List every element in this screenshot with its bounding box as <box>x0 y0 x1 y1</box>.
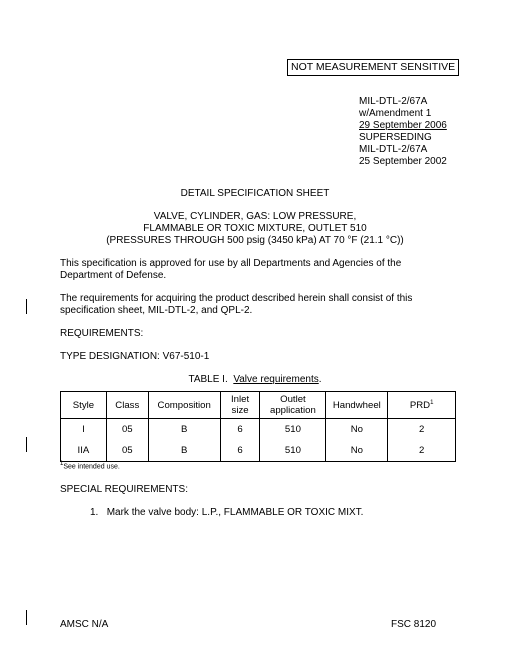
header-handwheel: Handwheel <box>326 392 388 419</box>
type-designation: TYPE DESIGNATION: V67-510-1 <box>60 351 210 362</box>
cell-inlet-size: 6 <box>220 419 260 441</box>
header-style: Style <box>61 392 107 419</box>
header-outlet-application: Outlet application <box>260 392 326 419</box>
footer-fsc: FSC 8120 <box>391 619 437 630</box>
table-row <box>61 440 456 462</box>
subtitle-line: FLAMMABLE OR TOXIC MIXTURE, OUTLET 510 <box>143 223 367 234</box>
table-caption-prefix: TABLE I. <box>188 374 228 385</box>
table-caption-suffix: . <box>318 374 322 385</box>
cell-class: 05 <box>106 419 148 441</box>
footnote-marker: 1 <box>430 400 434 407</box>
cell-handwheel: No <box>326 419 388 441</box>
footnote-text: See intended use. <box>63 463 120 471</box>
requirements-heading: REQUIREMENTS: <box>60 328 144 339</box>
cell-outlet-application: 510 <box>260 419 326 441</box>
acquisition-paragraph: The requirements for acquiring the product described herein shall consist of this specification sheet, MIL-DTL-2, and QPL-2. <box>60 293 413 316</box>
table-footnote <box>60 461 120 470</box>
doc-id-line: MIL-DTL-2/67A <box>359 96 428 107</box>
cell-prd: 2 <box>388 419 456 441</box>
header-class: Class <box>106 392 148 419</box>
change-bar <box>26 610 27 625</box>
list-item-text: Mark the valve body: L.P., FLAMMABLE OR TOXIC MIXT. <box>106 507 364 518</box>
doc-id-line: SUPERSEDING <box>359 132 432 143</box>
table-row <box>61 419 456 441</box>
header-prd: PRD$^1$ <box>388 392 456 419</box>
cell-class: 05 <box>106 440 148 462</box>
cell-style: IIA <box>61 440 107 462</box>
list-item-number: 1. <box>90 507 99 518</box>
cell-outlet-application: 510 <box>260 440 326 462</box>
table-caption <box>0 374 510 385</box>
document-identifier-block <box>359 96 447 168</box>
change-bar <box>26 437 27 452</box>
cell-composition: B <box>148 419 220 441</box>
doc-id-line: 25 September 2002 <box>359 156 447 167</box>
footer-amsc: AMSC N/A <box>60 619 109 630</box>
doc-id-line: MIL-DTL-2/67A <box>359 144 428 155</box>
document-title: DETAIL SPECIFICATION SHEET <box>180 188 330 199</box>
valve-requirements-table <box>60 391 456 462</box>
cell-handwheel: No <box>326 440 388 462</box>
subtitle-line: VALVE, CYLINDER, GAS: LOW PRESSURE, <box>153 211 357 222</box>
cell-prd: 2 <box>388 440 456 462</box>
change-bar <box>26 299 27 314</box>
distribution-notice: NOT MEASUREMENT SENSITIVE <box>287 59 459 76</box>
header-composition: Composition <box>148 392 220 419</box>
approval-paragraph: This specification is approved for use by all Departments and Agencies of the Department of Defense. <box>60 258 402 281</box>
footnote-number: 1 <box>60 461 64 467</box>
subtitle-line: (PRESSURES THROUGH 500 psig (3450 kPa) AT 70 °F (21.1 °C)) <box>106 235 404 246</box>
doc-id-date: 29 September 2006 <box>359 120 447 131</box>
document-subtitle <box>0 211 510 247</box>
special-requirements-heading: SPECIAL REQUIREMENTS: <box>60 484 188 495</box>
cell-composition: B <box>148 440 220 462</box>
cell-style: I <box>61 419 107 441</box>
table-header-row <box>61 392 456 419</box>
doc-id-line: w/Amendment 1 <box>359 108 432 119</box>
list-item <box>90 507 363 518</box>
cell-inlet-size: 6 <box>220 440 260 462</box>
table-caption-title: Valve requirements <box>233 374 319 385</box>
header-inlet-size: Inlet size <box>220 392 260 419</box>
